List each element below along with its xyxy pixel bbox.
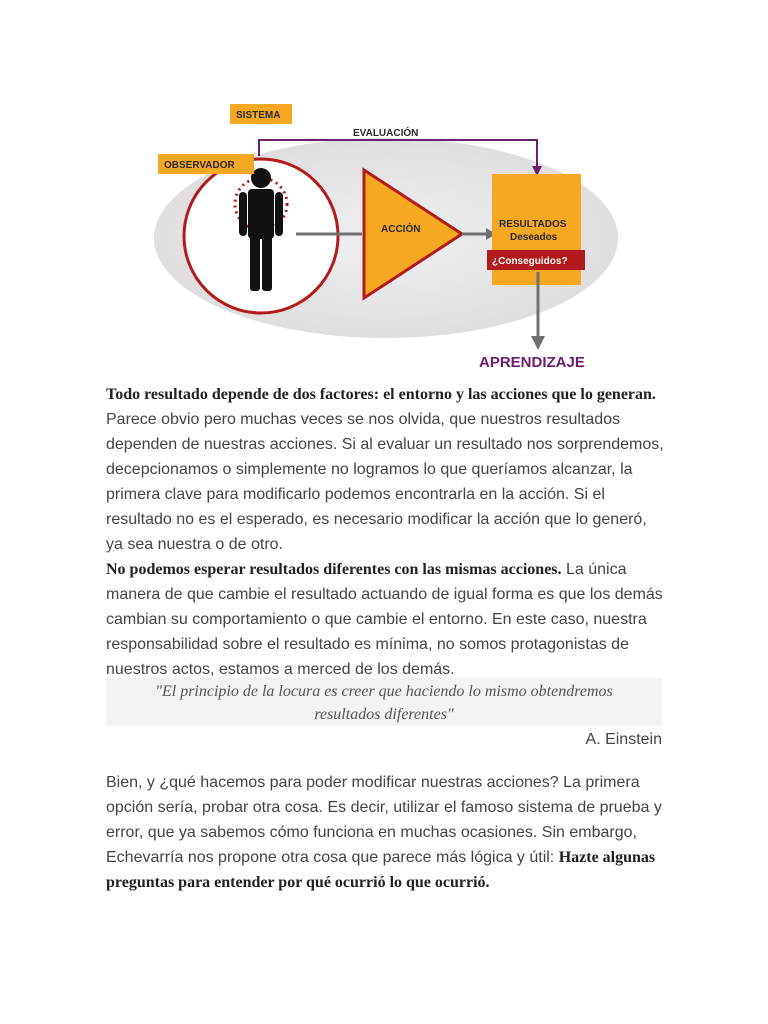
aprendizaje-arrowhead	[531, 336, 545, 350]
paragraph3-text: Bien, y ¿qué hacemos para poder modificar nuestras acciones? La primera opción sería, probar otra cosa. Es decir, utilizar el famoso sistema de prueba y error, que ya sabemos cómo funciona en muchas ocasiones. Sin embargo, Echevarría nos propone otra cosa que parece más lógica y útil:	[106, 774, 662, 866]
body-text-lower	[106, 770, 666, 895]
aprendizaje-label: APRENDIZAJE	[479, 354, 585, 371]
resultados-label: RESULTADOS	[499, 219, 567, 230]
paragraph1-bold: Todo resultado depende de dos factores: el entorno y las acciones que lo generan.	[106, 386, 656, 403]
quote-author: A. Einstein	[585, 731, 662, 748]
accion-label: ACCIÓN	[381, 224, 421, 235]
quote-line-2: resultados diferentes"	[314, 706, 454, 723]
evaluacion-label: EVALUACIÓN	[353, 128, 419, 139]
paragraph2-bold: No podemos esperar resultados diferentes con las mismas acciones.	[106, 561, 562, 578]
body-text-upper	[106, 382, 666, 682]
einstein-quote	[106, 678, 662, 726]
deseados-label: Deseados	[510, 232, 558, 243]
paragraph3-bold: Hazte algunas preguntas para entender por qué ocurrió lo que ocurrió.	[106, 849, 656, 891]
conseguidos-label: ¿Conseguidos?	[492, 256, 568, 267]
sistema-label: SISTEMA	[236, 110, 281, 121]
quote-line-1: "El principio de la locura es creer que haciendo lo mismo obtendremos	[155, 683, 613, 700]
paragraph1-text: Parece obvio pero muchas veces se nos olvida, que nuestros resultados dependen de nuestras acciones. Si al evaluar un resultado nos sorprendemos, decepcionamos o simplemente no logramos lo que queríamos alcanzar, la primera clave para modificarlo podemos encontrarla en la acción. Si el resultado no es el esperado, es necesario modificar la acción que lo generó, ya sea nuestra o de otro.	[106, 411, 664, 553]
observador-label: OBSERVADOR	[164, 160, 235, 171]
paragraph2-text: La única manera de que cambie el resultado actuando de igual forma es que los demás cambian su comportamiento o que cambie el entorno. En este caso, nuestra responsabilidad sobre el resultado es mínima, no somos protagonistas de nuestros actos, estamos a merced de los demás.	[106, 561, 663, 678]
system-diagram	[106, 88, 662, 380]
